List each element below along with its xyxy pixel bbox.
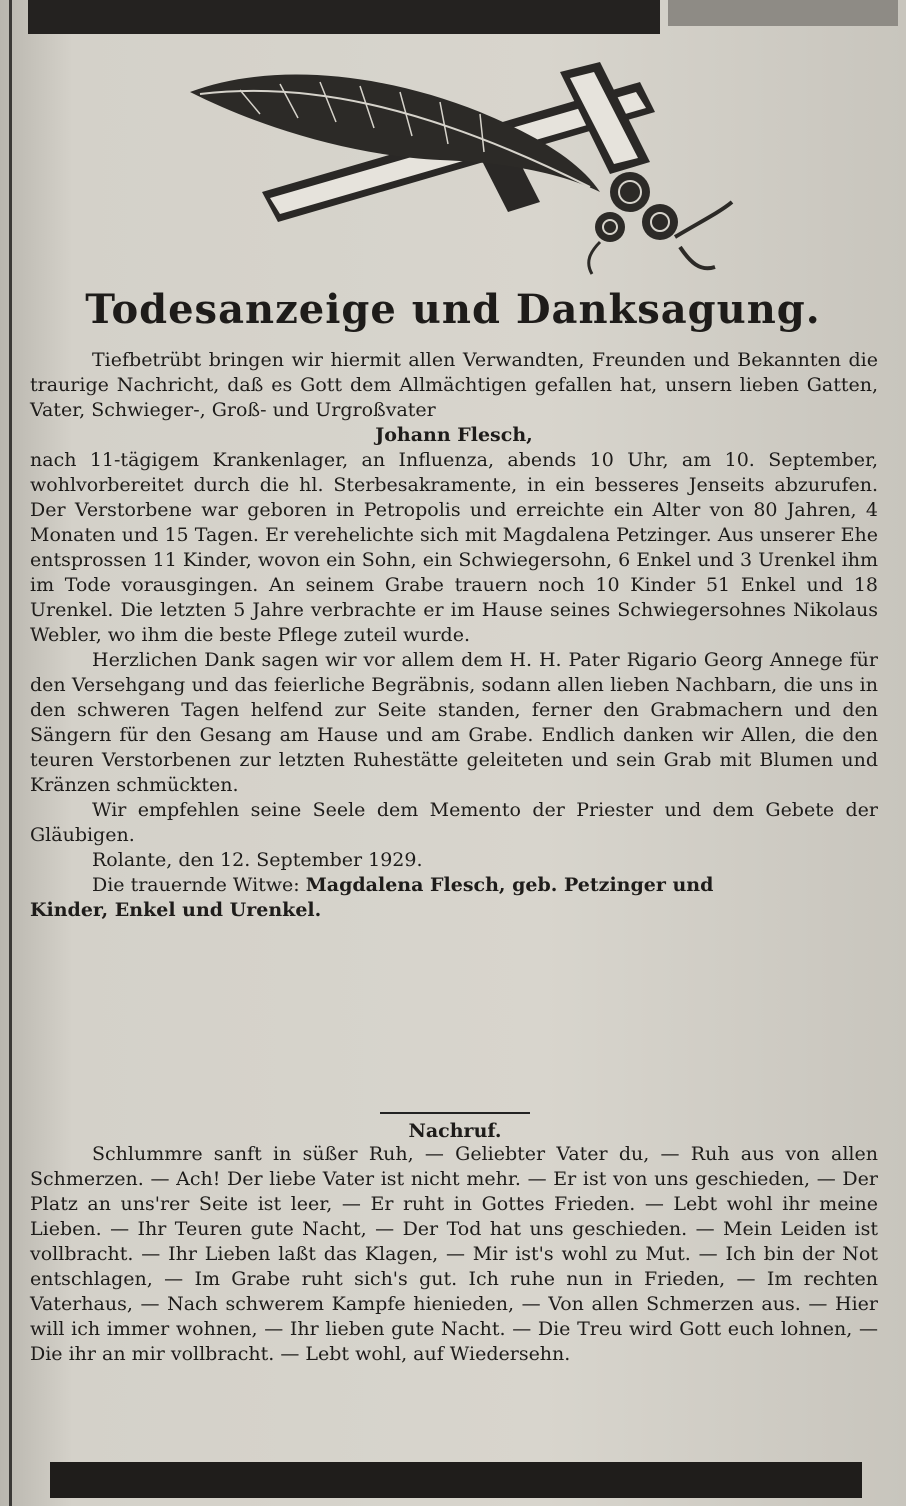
roses-icon <box>589 172 732 274</box>
thanks-paragraph: Herzlichen Dank sagen wir vor allem dem H. H. Pater Rigario Georg Annege für den Versehgang und das feierliche Begräbnis, sodann allen lieben Nachbarn, die uns in den schweren Tagen helfend zur Seite standen, ferner den Grabmachern und den Sängern für den Gesang am Hause und am Grabe. Endlich danken wir Allen, die den teuren Verstorbenen zur letzten Ruhestätte geleiteten und sein Grab mit Blumen und Kränzen schmückten. <box>30 649 878 796</box>
place-date: Rolante, den 12. September 1929. <box>92 849 423 871</box>
nachruf-poem: Schlummre sanft in süßer Ruh, — Geliebter Vater du, — Ruh aus von allen Schmerzen. — Ach! Der liebe Vater ist nicht mehr. — Er ist von uns geschieden, — Der Platz an uns'rer Seite ist leer, — Er ruht in Gottes Frieden. — Lebt wohl ihr meine Lieben. — Ihr Teuren gute Nacht, — Der Tod hat uns geschieden. — Mein Leiden ist vollbracht. — Ihr Lieben laßt das Klagen, — Mir ist's wohl zu Mut. — Ich bin der Not entschlagen, — Im Grabe ruht sich's gut. Ich ruhe nun in Frieden, — Im rechten Vaterhaus, — Nach schwerem Kampfe hienieden, — Von allen Schmerzen aus. — Hier will ich immer wohnen, — Ihr lieben gute Nacht. — Die Treu wird Gott euch lohnen, — Die ihr an mir vollbracht. — Lebt wohl, auf Wiedersehn. <box>30 1143 878 1365</box>
column-rule <box>9 0 12 1506</box>
deceased-name: Johann Flesch, <box>375 424 533 446</box>
mourners-names: Magdalena Flesch, geb. Petzinger und <box>305 874 714 896</box>
top-black-bar <box>28 0 660 34</box>
nachruf-text-block <box>30 1142 878 1367</box>
mourners-prefix: Die trauernde Witwe: <box>92 874 306 896</box>
bottom-black-bar <box>50 1462 862 1498</box>
body-paragraph: nach 11-tägigem Krankenlager, an Influenza, abends 10 Uhr, am 10. September, wohlvorbereitet durch die hl. Sterbesakramente, in ein besseres Jenseits abzurufen. Der Verstorbene war geboren in Petropolis und erreichte ein Alter von 80 Jahren, 4 Monaten und 15 Tagen. Er verehelichte sich mit Magdalena Petzinger. Aus unserer Ehe entsprossen 11 Kinder, wovon ein Sohn, ein Schwiegersohn, 6 Enkel und 3 Urenkel ihm im Tode vorausgingen. An seinem Grabe trauern noch 10 Kinder 51 Enkel und 18 Urenkel. Die letzten 5 Jahre verbrachte er im Hause seines Schwiegersohnes Nikolaus Webler, wo ihm die beste Pflege zuteil wurde. <box>30 449 878 646</box>
nachruf-heading: Nachruf. <box>380 1112 530 1142</box>
notice-text-block <box>30 348 878 923</box>
recommend-paragraph: Wir empfehlen seine Seele dem Memento der Priester und dem Gebete der Gläubigen. <box>30 799 878 846</box>
mourners-line <box>30 873 878 898</box>
cross-palm-emblem <box>180 52 740 282</box>
intro-paragraph: Tiefbetrübt bringen wir hiermit allen Verwandten, Freunden und Bekannten die traurige Nachricht, daß es Gott dem Allmächtigen gefallen hat, unsern lieben Gatten, Vater, Schwieger-, Groß- und Urgroßvater <box>30 349 878 421</box>
top-gray-bar <box>668 0 898 26</box>
notice-title: Todesanzeige und Danksagung. <box>85 286 821 333</box>
mourners-line-2: Kinder, Enkel und Urenkel. <box>30 899 322 921</box>
